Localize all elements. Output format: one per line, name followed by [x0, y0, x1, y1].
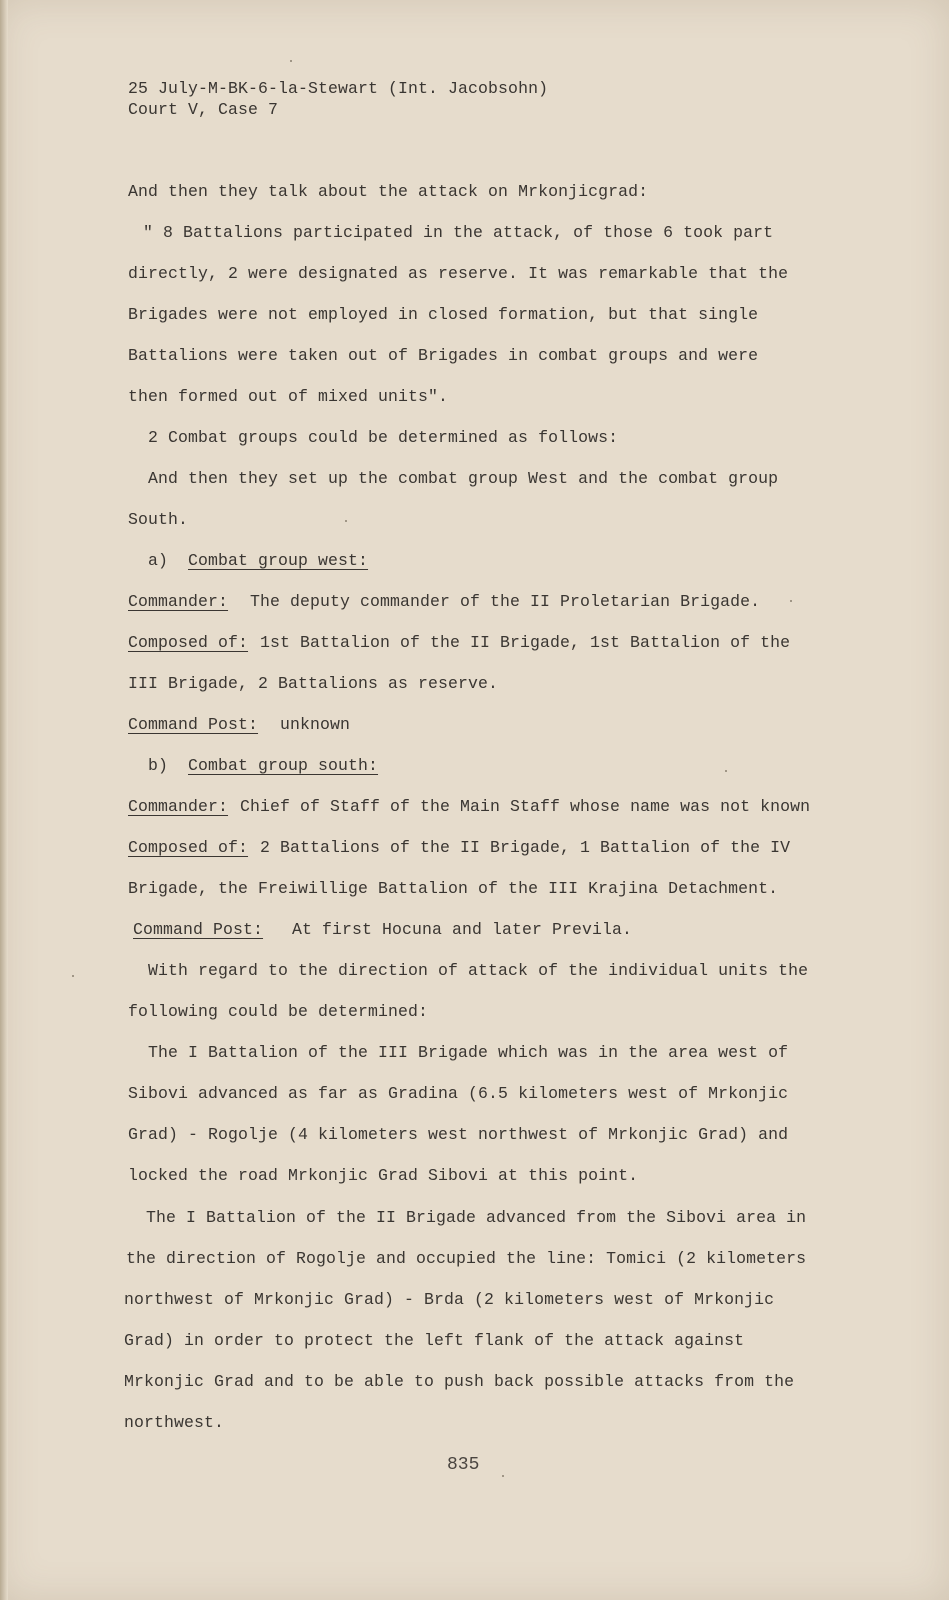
paper-speck — [725, 770, 727, 772]
setup-line: South. — [128, 510, 189, 529]
group-a-post-label: Command Post: — [128, 715, 259, 734]
group-a-commander-value: The deputy commander of the II Proletarian Brigade. — [250, 592, 761, 611]
para-i-ii-line: Mrkonjic Grad and to be able to push back possible attacks from the — [124, 1372, 795, 1391]
direction-line: following could be determined: — [128, 1002, 429, 1021]
para-i-iii-line: Sibovi advanced as far as Gradina (6.5 kilometers west of Mrkonjic — [128, 1084, 789, 1103]
paper-speck — [72, 975, 74, 977]
group-a-composed-cont: III Brigade, 2 Battalions as reserve. — [128, 674, 499, 693]
group-b-post-label: Command Post: — [133, 920, 264, 939]
group-b-marker: b) — [148, 756, 169, 775]
header-line-2: Court V, Case 7 — [128, 100, 279, 119]
para-i-ii-line: northwest. — [124, 1413, 225, 1432]
para-i-iii-line: Grad) - Rogolje (4 kilometers west northwest of Mrkonjic Grad) and — [128, 1125, 789, 1144]
group-b-commander-value: Chief of Staff of the Main Staff whose name was not known — [240, 797, 811, 816]
para-i-ii-line: The I Battalion of the II Brigade advanced from the Sibovi area in — [146, 1208, 807, 1227]
page-edge-shadow — [0, 0, 8, 1600]
setup-line: And then they set up the combat group West and the combat group — [148, 469, 779, 488]
para-i-ii-line: the direction of Rogolje and occupied the line: Tomici (2 kilometers — [126, 1249, 807, 1268]
group-b-heading: Combat group south: — [188, 756, 379, 775]
group-a-post-value: unknown — [280, 715, 351, 734]
para-i-ii-line: Grad) in order to protect the left flank of the attack against — [124, 1331, 745, 1350]
group-b-post-value: At first Hocuna and later Previla. — [292, 920, 633, 939]
group-b-composed-label: Composed of: — [128, 838, 249, 857]
quote-line: Brigades were not employed in closed formation, but that single — [128, 305, 759, 324]
paper-speck — [502, 1475, 504, 1477]
group-a-commander-label: Commander: — [128, 592, 229, 611]
paper-speck — [345, 520, 347, 522]
para-i-iii-line: The I Battalion of the III Brigade which was in the area west of — [148, 1043, 789, 1062]
group-a-heading: Combat group west: — [188, 551, 369, 570]
group-b-composed-value: 2 Battalions of the II Brigade, 1 Battalion of the IV — [260, 838, 791, 857]
group-a-marker: a) — [148, 551, 169, 570]
header-line-1: 25 July-M-BK-6-la-Stewart (Int. Jacobsohn) — [128, 79, 549, 98]
group-a-composed-label: Composed of: — [128, 633, 249, 652]
intro-text: And then they talk about the attack on Mrkonjicgrad: — [128, 182, 649, 201]
para-i-iii-line: locked the road Mrkonjic Grad Sibovi at this point. — [128, 1166, 639, 1185]
quote-line: " 8 Battalions participated in the attack, of those 6 took part — [143, 223, 774, 242]
para-i-ii-line: northwest of Mrkonjic Grad) - Brda (2 kilometers west of Mrkonjic — [124, 1290, 775, 1309]
paper-speck — [290, 60, 292, 62]
quote-line: directly, 2 were designated as reserve. It was remarkable that the — [128, 264, 789, 283]
direction-line: With regard to the direction of attack of the individual units the — [148, 961, 809, 980]
group-a-composed-value: 1st Battalion of the II Brigade, 1st Battalion of the — [260, 633, 791, 652]
paper-speck — [790, 600, 792, 602]
page-number: 835 — [447, 1455, 480, 1475]
group-b-composed-cont: Brigade, the Freiwillige Battalion of the III Krajina Detachment. — [128, 879, 779, 898]
quote-line: then formed out of mixed units". — [128, 387, 449, 406]
quote-line: Battalions were taken out of Brigades in combat groups and were — [128, 346, 759, 365]
group-b-commander-label: Commander: — [128, 797, 229, 816]
groups-intro: 2 Combat groups could be determined as follows: — [148, 428, 619, 447]
